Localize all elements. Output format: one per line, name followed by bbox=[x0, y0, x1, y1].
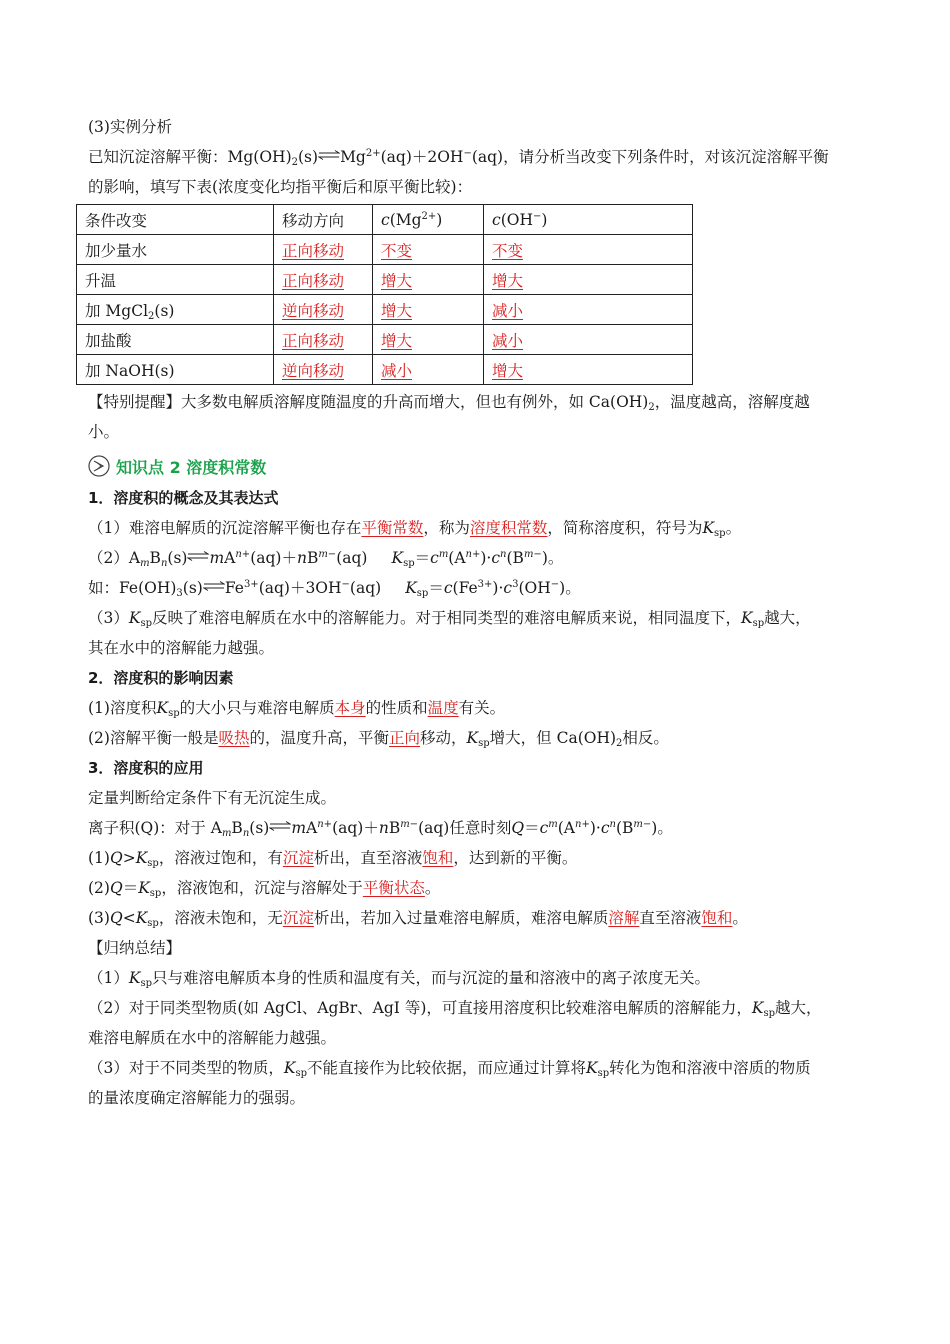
knowledge-point-label: 知识点 2 溶度积常数 bbox=[116, 457, 267, 477]
row-direction: 正向移动 bbox=[274, 325, 373, 355]
row-c-mg: 不变 bbox=[373, 235, 484, 265]
table-row bbox=[77, 325, 693, 355]
equilibrium-arrow-icon bbox=[187, 551, 209, 561]
row-c-mg: 增大 bbox=[373, 325, 484, 355]
s2-heading: 2．溶度积的影响因素 bbox=[88, 669, 234, 687]
equilibrium-arrow-icon bbox=[203, 581, 225, 591]
header-direction: 移动方向 bbox=[274, 205, 373, 235]
special-tip-cont: 小。 bbox=[88, 423, 120, 441]
row-condition: 升温 bbox=[77, 265, 274, 295]
s2-p2: (2)溶解平衡一般是吸热的，温度升高，平衡正向移动，$K_{sp}$增大，但 $Ca(OH)_2$相反。 bbox=[88, 729, 669, 749]
row-direction: 正向移动 bbox=[274, 235, 373, 265]
s3-p0: 定量判断给定条件下有无沉淀生成。 bbox=[88, 789, 337, 807]
header-c-mg: $c(Mg^{2+})$ bbox=[373, 205, 484, 235]
table-row bbox=[77, 235, 693, 265]
row-c-mg: 减小 bbox=[373, 355, 484, 385]
example-intro-line2: 的影响，填写下表(浓度变化均指平衡后和原平衡比较)： bbox=[88, 178, 473, 196]
row-c-oh: 减小 bbox=[484, 325, 693, 355]
s1-p1: （1）难溶电解质的沉淀溶解平衡也存在平衡常数，称为溶度积常数，简称溶度积，符号为$K_{sp}$。 bbox=[88, 519, 742, 539]
row-condition: 加少量水 bbox=[77, 235, 274, 265]
s2-p1: (1)溶度积$K_{sp}$的大小只与难溶电解质本身的性质和温度有关。 bbox=[88, 699, 506, 719]
row-condition: 加盐酸 bbox=[77, 325, 274, 355]
header-condition: 条件改变 bbox=[77, 205, 274, 235]
row-c-mg: 增大 bbox=[373, 265, 484, 295]
row-condition: 加 MgCl$_2$(s) bbox=[77, 295, 274, 325]
s1-heading: 1．溶度积的概念及其表达式 bbox=[88, 489, 279, 507]
row-direction: 逆向移动 bbox=[274, 295, 373, 325]
s3-case1: $(1)Q>K_{sp}$，溶液过饱和，有沉淀析出，直至溶液饱和，达到新的平衡。 bbox=[88, 849, 578, 869]
example-analysis-heading: (3)实例分析 bbox=[88, 118, 172, 136]
s1-p2: $(2)A_mB_n(s)$ $mA^{n+}(aq)+nB^{m-}(aq)$ $K_{sp}=c^m(A^{n+})\cdot c^n(B^{m-})$。 bbox=[88, 549, 564, 569]
s3-case2: $(2)Q=K_{sp}$，溶液饱和，沉淀与溶解处于平衡状态。 bbox=[88, 879, 441, 899]
table-header-row bbox=[77, 205, 693, 235]
condition-effect-table bbox=[76, 204, 693, 385]
row-c-oh: 增大 bbox=[484, 355, 693, 385]
equilibrium-arrow-icon bbox=[269, 821, 291, 831]
s1-example: 如：$Fe(OH)_3(s)$ $Fe^{3+}(aq)+3OH^-(aq)$ $K_{sp}=c(Fe^{3+})\cdot c^3(OH^-)$。 bbox=[88, 579, 581, 599]
s3-heading: 3．溶度积的应用 bbox=[88, 759, 204, 777]
row-c-oh: 不变 bbox=[484, 235, 693, 265]
example-intro-line1: 已知沉淀溶解平衡：$Mg(OH)_2(s)$ $Mg^{2+}(aq)+2OH^-(aq)$，请分析当改变下列条件时，对该沉淀溶解平衡 bbox=[88, 148, 829, 168]
special-tip: 【特别提醒】大多数电解质溶解度随温度的升高而增大，但也有例外，如 $Ca(OH)_2$，温度越高，溶解度越 bbox=[88, 393, 810, 413]
summary-p2: （2）对于同类型物质(如 AgCl、AgBr、AgI 等)，可直接用溶度积比较难溶电解质的溶解能力，$K_{sp}$越大， bbox=[88, 999, 822, 1019]
summary-p3-cont: 的量浓度确定溶解能力的强弱。 bbox=[88, 1089, 306, 1107]
s3-case3: $(3)Q<K_{sp}$，溶液未饱和，无沉淀析出，若加入过量难溶电解质，难溶电解质溶解直至溶液饱和。 bbox=[88, 909, 748, 929]
s1-p3-cont: 其在水中的溶解能力越强。 bbox=[88, 639, 275, 657]
arrow-badge-icon bbox=[88, 455, 110, 477]
row-direction: 逆向移动 bbox=[274, 355, 373, 385]
row-condition: 加 NaOH(s) bbox=[77, 355, 274, 385]
s1-p3: $(3)K_{sp}$反映了难溶电解质在水中的溶解能力。对于相同类型的难溶电解质来说，相同温度下，$K_{sp}$越大， bbox=[88, 609, 811, 629]
document-page bbox=[85, 112, 866, 1113]
table-row bbox=[77, 295, 693, 325]
equilibrium-arrow-icon bbox=[318, 150, 340, 160]
summary-p3: （3）对于不同类型的物质，$K_{sp}$不能直接作为比较依据，而应通过计算将$K_{sp}$转化为饱和溶液中溶质的物质 bbox=[88, 1059, 811, 1079]
table-row bbox=[77, 265, 693, 295]
knowledge-point-title bbox=[88, 449, 866, 483]
header-c-oh: c(OH−) bbox=[484, 205, 693, 235]
table-row bbox=[77, 355, 693, 385]
s3-ion-product: 离子积(Q)：对于 $A_mB_n(s)$ $mA^{n+}(aq)+nB^{m-}(aq)$任意时刻$Q=c^m(A^{n+})\cdot c^n(B^{m-})$。 bbox=[88, 819, 673, 839]
row-direction: 正向移动 bbox=[274, 265, 373, 295]
summary-p2-cont: 难溶电解质在水中的溶解能力越强。 bbox=[88, 1029, 337, 1047]
row-c-oh: 减小 bbox=[484, 295, 693, 325]
summary-heading: 【归纳总结】 bbox=[88, 939, 182, 957]
summary-p1: $(1)K_{sp}$只与难溶电解质本身的性质和温度有关，而与沉淀的量和溶液中的离子浓度无关。 bbox=[88, 969, 711, 989]
row-c-oh: 增大 bbox=[484, 265, 693, 295]
row-c-mg: 增大 bbox=[373, 295, 484, 325]
